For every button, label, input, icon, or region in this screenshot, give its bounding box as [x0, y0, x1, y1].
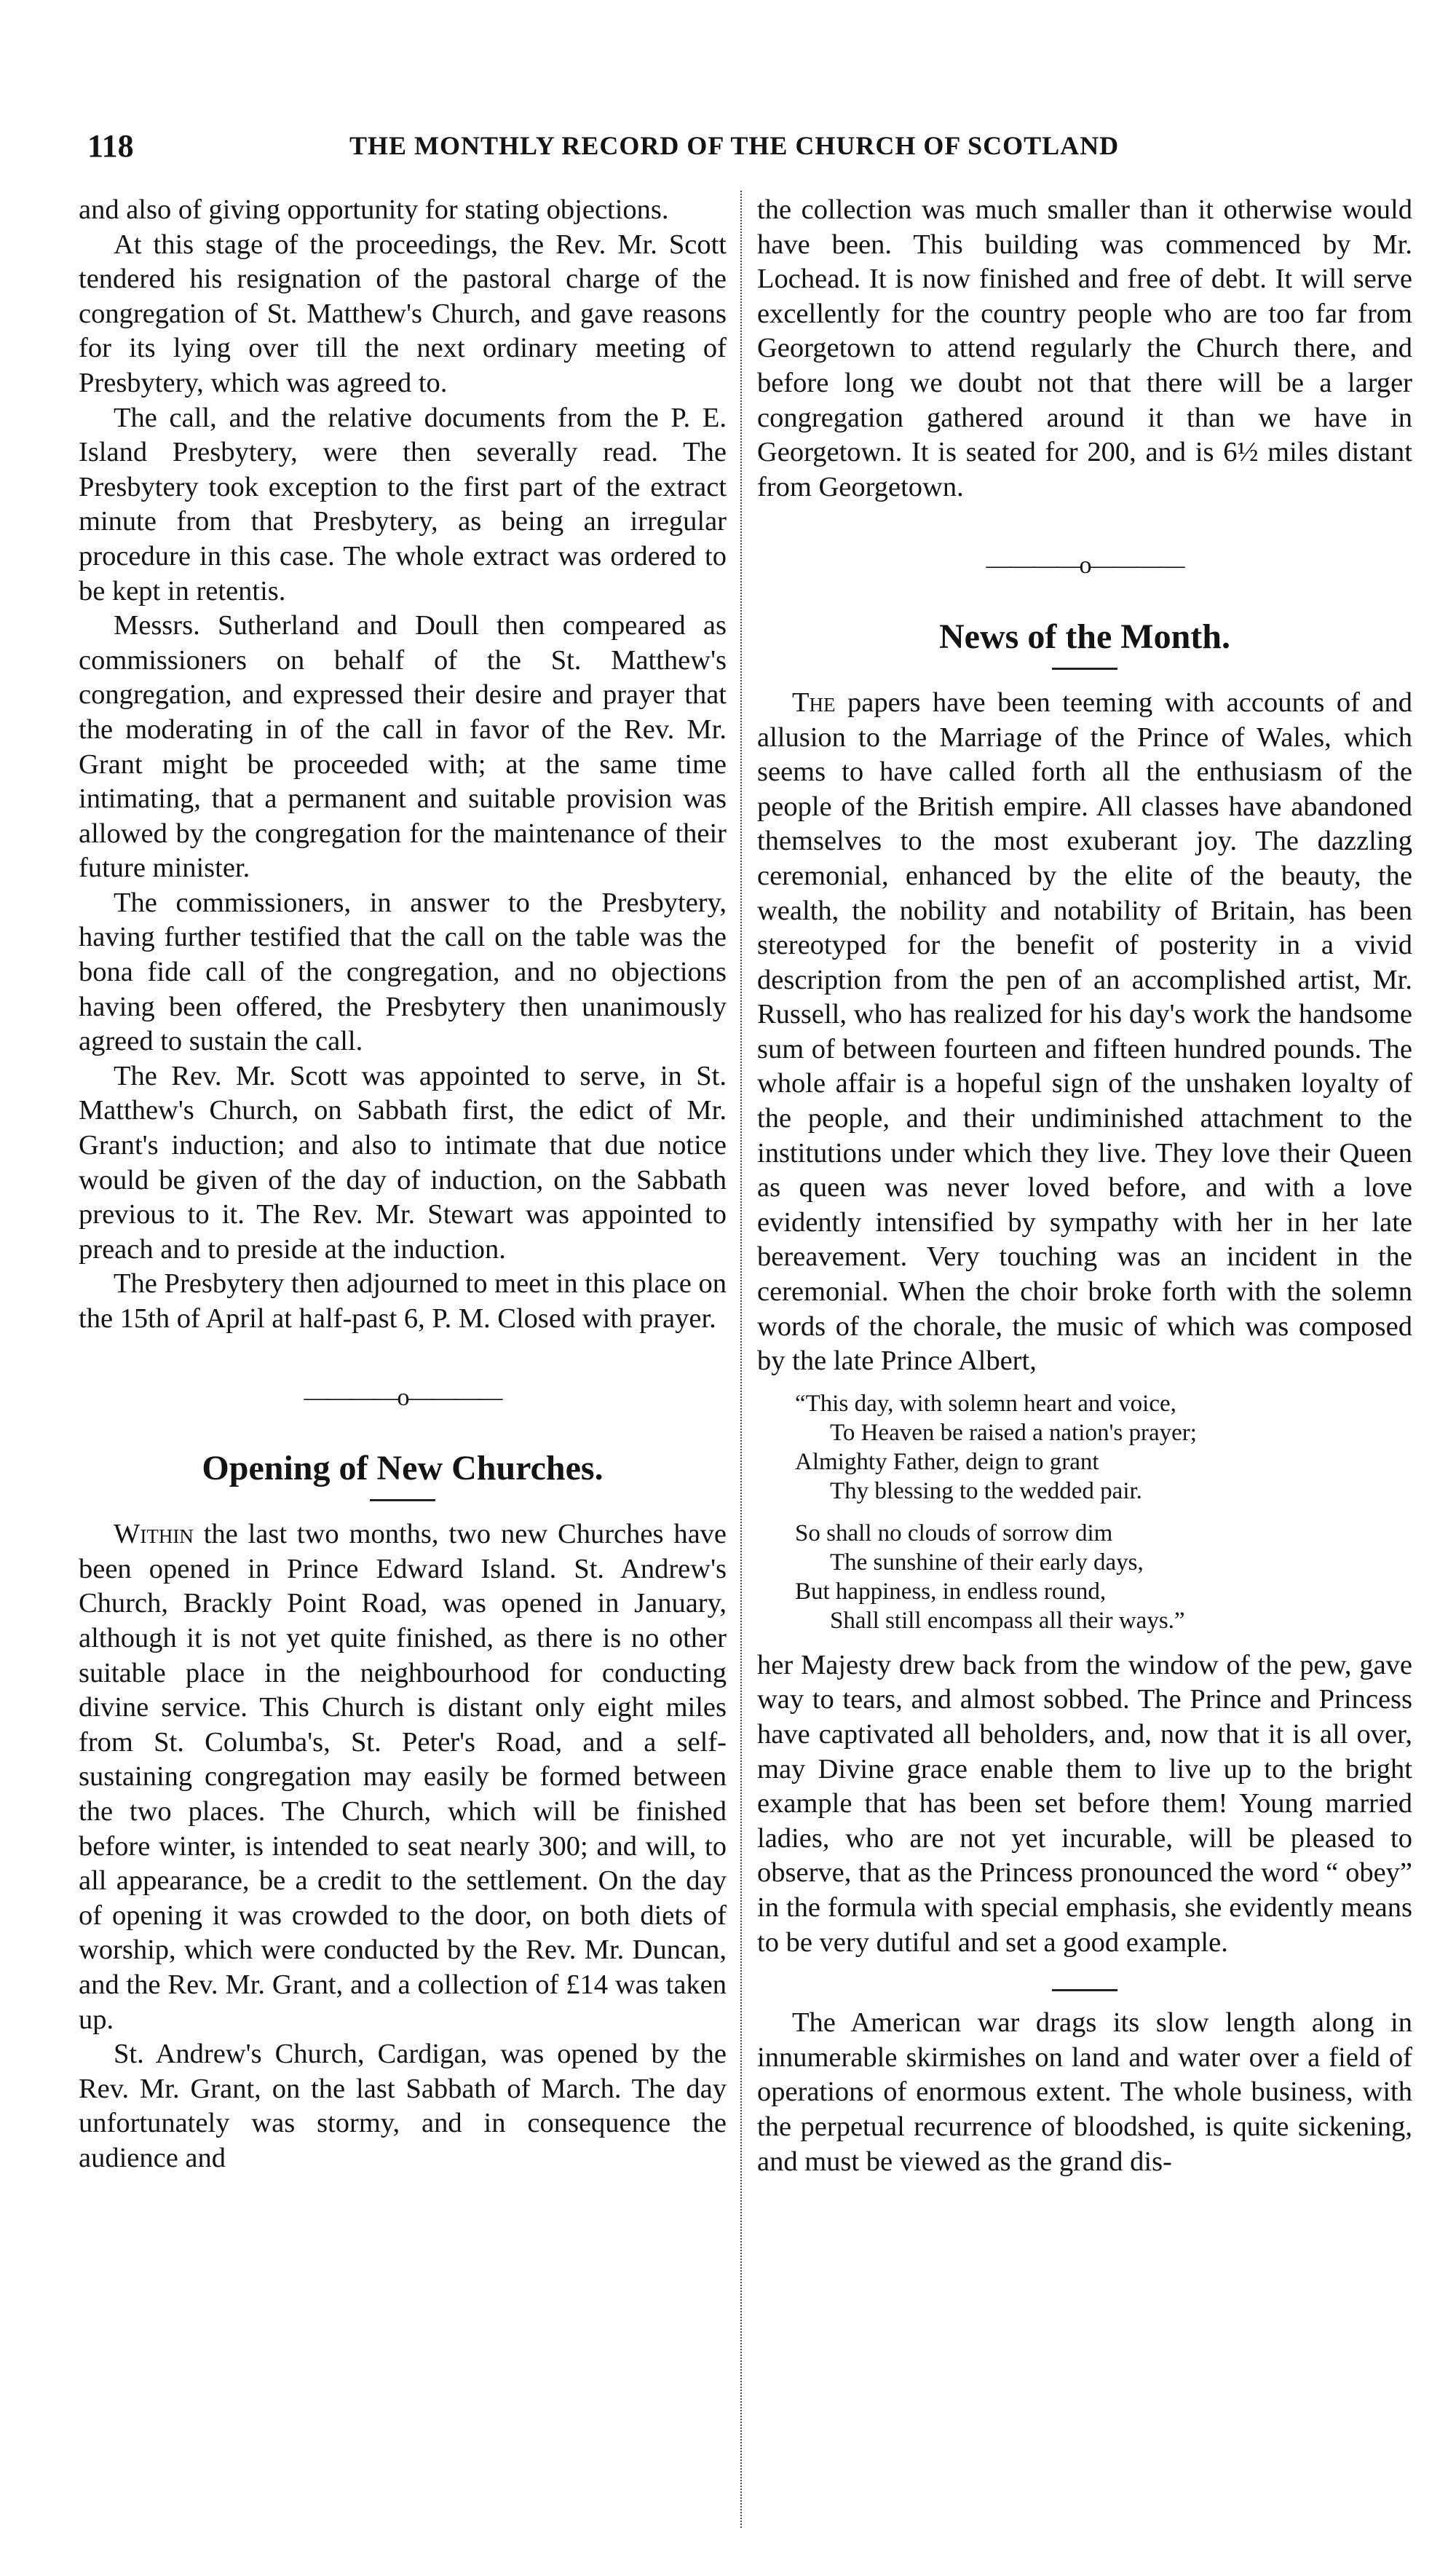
- first-word: Within: [114, 1519, 194, 1550]
- section-separator: ————o————: [304, 1383, 502, 1411]
- paragraph: the collection was much smaller than it otherwise would have been. This building was commenced by Mr. Lochead. It is now finished and free of debt. It will serve excellently for the country people who are too far from Georgetown to attend regularly the Church there, and before long we doubt not that there will be a larger congregation gathered around it than we have in Georgetown. It is seated for 200, and is 6½ miles distant from Georgetown.: [757, 194, 1412, 502]
- paragraph: St. Andrew's Church, Cardigan, was opened by the Rev. Mr. Grant, on the last Sabbath of March. The day unfortunately was stormy, and in consequence the audience and: [79, 2039, 727, 2173]
- poem: [757, 1389, 1412, 1635]
- paragraph: The call, and the relative documents from the P. E. Island Presbytery, were then severally read. The Presbytery took exception to the first part of the extract minute from that Presbytery, as being an irregular procedure in this case. The whole extract was ordered to be kept in retentis.: [79, 402, 727, 606]
- right-column: [757, 193, 1412, 2179]
- paragraph-rule: [1052, 1989, 1117, 1991]
- paragraph-text: papers have been teeming with accounts of and allusion to the Marriage of the Prince of Wales, which seems to have called forth all the enthusiasm of the people of the British empire. All classes have abandoned themselves to the most exuberant joy. The dazzling ceremonial, enhanced by the elite of the beauty, the wealth, the nobility and notability of Britain, has been stereotyped for the benefit of posterity in a vivid description from the pen of an accomplished artist, Mr. Russell, who has realized for his day's work the handsome sum of between fourteen and fifteen hundred pounds. The whole affair is a hopeful sign of the unshaken loyalty of the people, and their undiminished attachment to the institutions under which they live. They love their Queen as queen was never loved before, and with a love evidently intensified by sympathy with her in her late bereavement. Very touching was an incident in the ceremonial. When the choir broke forth with the solemn words of the chorale, the music of which was composed by the late Prince Albert,: [757, 687, 1412, 1377]
- poem-stanza: [757, 1389, 1412, 1506]
- paragraph: her Majesty drew back from the window of the pew, gave way to tears, and almost sobbed. The Prince and Princess have captivated all beholders, and, now that it is all over, may Divine grace enable them to live up to the bright example that has been set before them! Young married ladies, who are not yet incurable, will be pleased to observe, that as the Princess pronounced the word “ obey” in the formula with special emphasis, she evidently means to be very dutiful and set a good example.: [757, 1649, 1412, 1958]
- section-separator: ————o————: [986, 552, 1184, 580]
- poem-line: The sunshine of their early days,: [830, 1549, 1144, 1576]
- page-number: 118: [87, 128, 134, 164]
- paragraph: The Rev. Mr. Scott was appointed to serve, in St. Matthew's Church, on Sabbath first, the edict of Mr. Grant's induction; and also to intimate that due notice would be given of the day of induction, on the Sabbath previous to it. The Rev. Mr. Stewart was appointed to preach and to preside at the induction.: [79, 1060, 727, 1265]
- poem-line: To Heaven be raised a nation's prayer;: [830, 1419, 1197, 1446]
- poem-line: “This day, with solemn heart and voice,: [795, 1390, 1176, 1417]
- paragraph: The American war drags its slow length along in innumerable skirmishes on land and water over a field of operations of enormous extent. The whole business, with the perpetual recurrence of bloodshed, is quite sickening, and must be viewed as the grand dis-: [757, 2007, 1412, 2177]
- paragraph: The Presbytery then adjourned to meet in this place on the 15th of April at half-past 6, P. M. Closed with prayer.: [79, 1268, 727, 1334]
- paragraph: [757, 686, 1412, 1379]
- page-header: [87, 127, 1412, 171]
- paragraph: At this stage of the proceedings, the Rev. Mr. Scott tendered his resignation of the pastoral charge of the congregation of St. Matthew's Church, and gave reasons for its lying over till the next ordinary meeting of Presbytery, which was agreed to.: [79, 229, 727, 398]
- poem-stanza: [757, 1519, 1412, 1635]
- paragraph: and also of giving opportunity for stating objections.: [79, 194, 669, 225]
- paragraph-text: the last two months, two new Churches have been opened in Prince Edward Island. St. Andrew's Church, Brackly Point Road, was opened in January, although it is not yet quite finished, as there is no other suitable place in the neighbourhood for conducting divine service. This Church is distant only eight miles from St. Columba's, St. Peter's Road, and a self-sustaining congregation may easily be formed between the two places. The Church, which will be finished before winter, is intended to seat nearly 300; and will, to all appearance, be a credit to the settlement. On the day of opening it was crowded to the door, on both diets of worship, which were conducted by the Rev. Mr. Duncan, and the Rev. Mr. Grant, and a collection of £14 was taken up.: [79, 1519, 727, 2035]
- first-word: The: [792, 687, 836, 718]
- section-title-opening-of-new-churches: Opening of New Churches.: [202, 1449, 604, 1488]
- title-underline: [1052, 668, 1117, 670]
- section-title-news-of-the-month: News of the Month.: [939, 617, 1230, 656]
- poem-line: But happiness, in endless round,: [795, 1578, 1107, 1605]
- left-column: [79, 193, 727, 2175]
- paragraph: The commissioners, in answer to the Presbytery, having further testified that the call on the table was the bona fide call of the congregation, and no objections having been offered, the Presbytery then unanimously agreed to sustain the call.: [79, 887, 727, 1057]
- paragraph: [79, 1517, 727, 2037]
- poem-line: Thy blessing to the wedded pair.: [830, 1477, 1142, 1504]
- column-divider: [740, 191, 742, 2528]
- title-underline: [370, 1499, 435, 1501]
- poem-line: So shall no clouds of sorrow dim: [795, 1519, 1113, 1546]
- poem-line: Shall still encompass all their ways.”: [830, 1607, 1185, 1634]
- running-title: THE MONTHLY RECORD OF THE CHURCH OF SCOTLAND: [349, 131, 1120, 160]
- poem-line: Almighty Father, deign to grant: [795, 1448, 1099, 1475]
- paragraph: Messrs. Sutherland and Doull then compeared as commissioners on behalf of the St. Matthew's congregation, and expressed their desire and prayer that the moderating in of the call in favor of the Rev. Mr. Grant might be proceeded with; at the same time intimating, that a permanent and suitable provision was allowed by the congregation for the maintenance of their future minister.: [79, 610, 727, 884]
